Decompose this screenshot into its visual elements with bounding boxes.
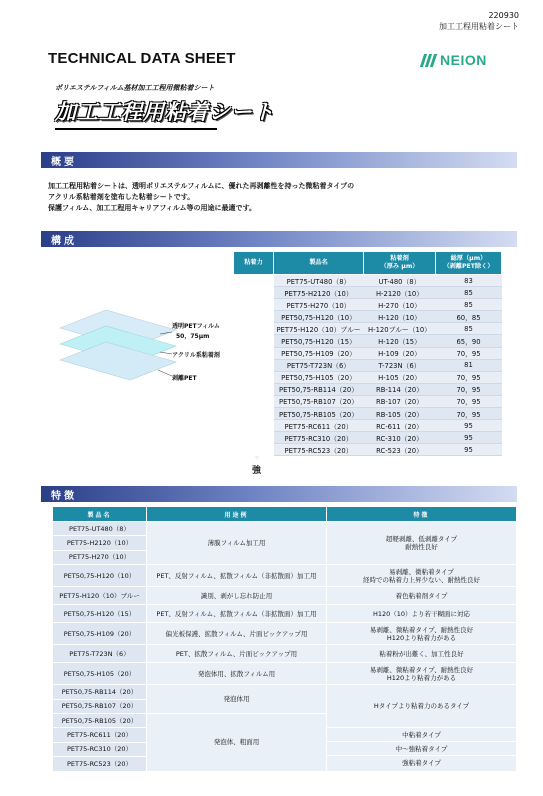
- table-row: PET75-H270（10）: [53, 550, 517, 564]
- table-row: PET75-T723N（6） T-723N（6） 81: [234, 359, 502, 371]
- table-row: PET50,75-RB105（20） 発泡体、粗面用: [53, 713, 517, 727]
- page-title: 加工工程用粘着シート: [55, 100, 275, 124]
- table-row: PET75-H120（10）ブルー H-120ブルー（10） 85: [234, 323, 502, 335]
- intro-line: 保護フィルム、加工工程用キャリアフィルム等の用途に最適です。: [48, 204, 256, 212]
- label-liner: 剥離PET: [172, 375, 197, 382]
- col-header-use: 用途例: [147, 507, 327, 522]
- title-underline: [55, 128, 217, 130]
- table-row: PET75-RC310（20）: [53, 742, 517, 756]
- table-row: PET50,75-RB107（20） RB-107（20） 70，95: [234, 395, 502, 407]
- col-header-adhesive: 粘着剤 （厚み μm）: [364, 252, 436, 275]
- strong-label: 強: [252, 466, 262, 476]
- col-header-adhesion: 粘着力: [234, 252, 274, 275]
- section-bar-overview: [41, 152, 517, 168]
- doc-name-text: 加工工程用粘着シート: [439, 22, 519, 31]
- label-film-thickness: 50，75μm: [176, 333, 210, 340]
- section-title-features: 特徴: [51, 491, 77, 502]
- brand-name: NEION: [440, 52, 487, 68]
- table-row: PET50,75-H120（10） PET、反射フィルム、拡散フィルム（非拡散面）加工用 易剥離、微粘着タイプ 経時での粘着力上昇少ない、耐熱性良好: [53, 565, 517, 587]
- col-header-product: 製品名: [53, 507, 147, 522]
- table-row: PET75-RC611（20） RC-611（20） 95: [234, 420, 502, 432]
- intro-line: アクリル系粘着剤を塗布した粘着シートです。: [48, 193, 195, 201]
- doc-number-text: 220930: [488, 11, 519, 20]
- table-row: PET50,75-RB107（20）: [53, 699, 517, 713]
- intro-text: [48, 181, 354, 214]
- table-row: PET75-H2120（10） H-2120（10） 85: [234, 287, 502, 299]
- logo-bars-icon: [422, 54, 435, 67]
- brand-logo: [422, 52, 487, 68]
- section-title-composition: 構成: [51, 236, 77, 247]
- table-row: PET75-RC523（20） RC-523（20） 95: [234, 444, 502, 456]
- table-row: PET75-UT480（8） UT-480（8） 83: [234, 275, 502, 287]
- table-row: PET75-H270（10） H-270（10） 85: [234, 299, 502, 311]
- table-row: PET50,75-H105（20） 発泡体用、拡散フィルム用 易剥離、微粘着タイプ、耐熱性良好 H120より粘着力がある: [53, 663, 517, 685]
- col-header-total: 総厚（μm） （剥離PET除く）: [436, 252, 502, 275]
- label-adhesive: アクリル系粘着剤: [172, 352, 220, 359]
- table-row: PET75-RC523（20）: [53, 757, 517, 771]
- table-row: PET75-RC310（20） RC-310（20） 95: [234, 432, 502, 444]
- composition-table: [233, 251, 502, 456]
- table-row: PET50,75-H120（15） H-120（15） 65，90: [234, 335, 502, 347]
- product-subtitle: ポリエステルフィルム基材加工工程用微粘着シート: [55, 84, 215, 92]
- table-row: PET50,75-H109（20） 偏光板保護、拡散フィルム、片面ピックアップ用 易剥離、微粘着タイプ、耐熱性良好 H120より粘着力がある: [53, 623, 517, 645]
- table-row: PET50,75-H105（20） H-105（20） 70，95: [234, 371, 502, 383]
- section-bar-features: [41, 486, 517, 502]
- table-row: PET75-RC611（20）: [53, 728, 517, 742]
- table-row: PET50,75-RB105（20） RB-105（20） 70，95: [234, 408, 502, 420]
- document-number: [439, 10, 519, 32]
- features-table: [52, 506, 517, 772]
- table-row: PET50,75-H120（10） H-120（10） 60，85: [234, 311, 502, 323]
- table-row: PET75-H2120（10）: [53, 536, 517, 550]
- section-title-overview: 概要: [51, 157, 77, 168]
- table-row: PET50,75-RB114（20） RB-114（20） 70，95: [234, 383, 502, 395]
- table-row: PET75-T723N（6） PET、拡散フィルム、片面ピックアップ用 粘着粉が出難く、加工性良好: [53, 645, 517, 663]
- tds-title: TECHNICAL DATA SHEET: [48, 50, 236, 67]
- col-header-product: 製品名: [274, 252, 364, 275]
- col-header-feature: 特徴: [327, 507, 517, 522]
- table-row: PET50,75-RB114（20） 発泡体用 Hタイプより粘着力のあるタイプ 中粘着タイプ 中～強粘着タイプ 強粘着タイプ: [53, 685, 517, 699]
- table-row: PET50,75-H120（15） PET、反射フィルム、拡散フィルム（非拡散面）加工用 H120（10）より若干糊面に対応: [53, 605, 517, 623]
- section-bar-composition: [41, 231, 517, 247]
- table-row: PET50,75-H109（20） H-109（20） 70，95: [234, 347, 502, 359]
- label-pet-film: 透明PETフィルム: [172, 323, 220, 330]
- intro-line: 加工工程用粘着シートは、透明ポリエステルフィルムに、優れた再剥離性を持った微粘着タイプの: [48, 182, 355, 190]
- table-row: PET75-H120（10）ブルー 識別、剥がし忘れ防止用 着色粘着剤タイプ: [53, 587, 517, 605]
- table-row: PET75-UT480（8） 薄膜フィルム加工用 超軽剥離、低剥離タイプ 耐熱性良好: [53, 522, 517, 536]
